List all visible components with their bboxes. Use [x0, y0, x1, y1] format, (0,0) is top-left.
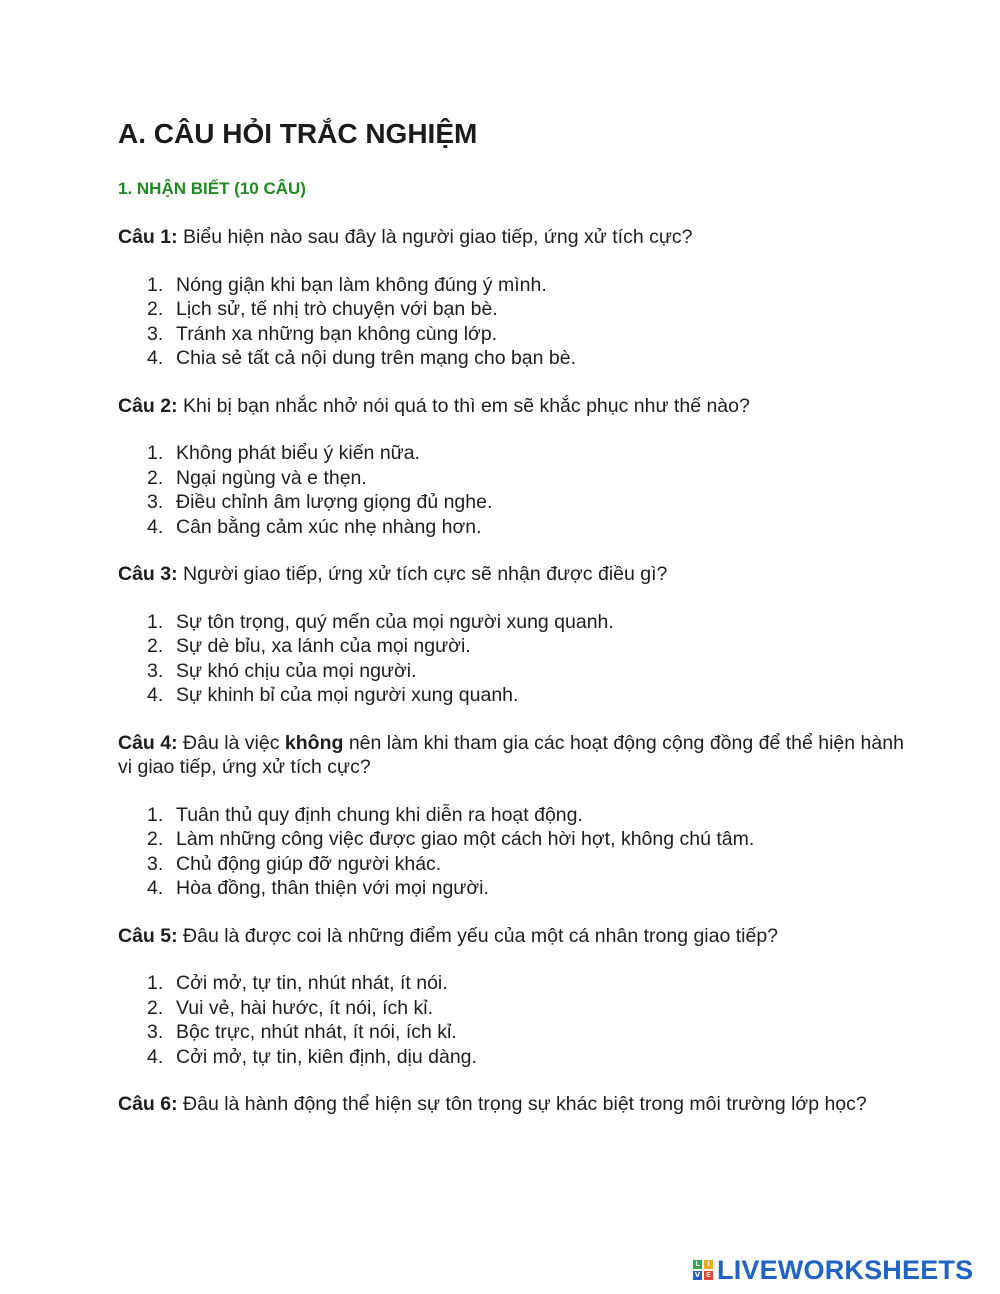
answer-text: Vui vẻ, hài hước, ít nói, ích kỉ.: [176, 996, 434, 1019]
answer-text: Cởi mở, tự tin, nhút nhát, ít nói.: [176, 972, 448, 994]
logo-mark-tile: V: [694, 1271, 701, 1279]
logo-mark-tile: E: [704, 1271, 713, 1280]
answer-text: Chủ động giúp đỡ người khác.: [176, 852, 442, 875]
answer-text: Không phát biểu ý kiến nữa.: [176, 442, 420, 464]
answer-text: Làm những công việc được giao một cách hời hợt, không chú tâm.: [176, 828, 755, 850]
answer-option[interactable]: [118, 683, 908, 708]
answer-text: Nóng giận khi bạn làm không đúng ý mình.: [176, 273, 547, 296]
answer-list-4: [118, 803, 908, 901]
question-label: Câu 6:: [118, 1093, 178, 1115]
answer-option[interactable]: [118, 1020, 908, 1045]
question-text-before: Đâu là việc: [177, 731, 285, 754]
answer-number: 4.: [147, 515, 164, 538]
question-label: Câu 1:: [118, 226, 178, 248]
liveworksheets-logo-mark-icon: [693, 1260, 713, 1280]
liveworksheets-logo: [693, 1256, 973, 1284]
answer-option[interactable]: [118, 876, 908, 901]
answer-text: Cân bằng cảm xúc nhẹ nhàng hơn.: [176, 515, 482, 538]
answer-text: Sự khó chịu của mọi người.: [176, 659, 417, 682]
answer-text: Sự khinh bỉ của mọi người xung quanh.: [176, 684, 519, 706]
answer-number: 2.: [147, 635, 164, 657]
answer-number: 2.: [147, 466, 164, 489]
question-2: [118, 394, 908, 419]
answer-text: Sự tôn trọng, quý mến của mọi người xung quanh.: [176, 610, 614, 633]
answer-number: 1.: [147, 273, 164, 296]
question-6: [118, 1092, 908, 1117]
page-title: A. CÂU HỎI TRẮC NGHIỆM: [118, 118, 478, 149]
answer-number: 1.: [147, 972, 164, 994]
answer-text: Sự dè bỉu, xa lánh của mọi người.: [176, 635, 471, 657]
question-text-after: nên làm khi tham gia các hoạt động cộng đồng để thể hiện hành vi giao tiếp, ứng xử tích cực?: [118, 731, 904, 778]
answer-text: Tuân thủ quy định chung khi diễn ra hoạt động.: [176, 803, 583, 826]
logo-mark-tile: I: [704, 1260, 713, 1269]
answer-option[interactable]: [118, 466, 908, 491]
answer-option[interactable]: [118, 273, 908, 298]
answer-number: 1.: [147, 442, 164, 464]
question-text: Đâu là được coi là những điểm yếu của một cá nhân trong giao tiếp?: [177, 924, 779, 947]
answer-text: Tránh xa những bạn không cùng lớp.: [176, 322, 498, 345]
answer-number: 4.: [147, 877, 164, 899]
answer-text: Bộc trực, nhút nhát, ít nói, ích kỉ.: [176, 1021, 457, 1043]
answer-number: 2.: [147, 828, 164, 850]
answer-option[interactable]: [118, 1045, 908, 1070]
answer-number: 4.: [147, 684, 164, 706]
answer-option[interactable]: [118, 346, 908, 371]
answer-number: 3.: [147, 852, 164, 875]
answer-option[interactable]: [118, 971, 908, 996]
answer-text: Ngại ngùng và e thẹn.: [176, 466, 367, 489]
question-label: Câu 5:: [118, 924, 178, 947]
answer-number: 3.: [147, 491, 164, 513]
answer-number: 1.: [147, 803, 164, 826]
answer-list-3: [118, 610, 908, 708]
question-1: [118, 225, 908, 250]
section-heading: 1. NHẬN BIẾT (10 CÂU): [118, 179, 306, 198]
answer-number: 3.: [147, 322, 164, 345]
answer-number: 2.: [147, 298, 164, 320]
answer-number: 4.: [147, 347, 164, 369]
question-label: Câu 4:: [118, 731, 178, 754]
answer-option[interactable]: [118, 610, 908, 635]
answer-text: Lịch sử, tế nhị trò chuyện với bạn bè.: [176, 298, 498, 320]
question-4: [118, 731, 908, 780]
answer-text: Chia sẻ tất cả nội dung trên mạng cho bạn bè.: [176, 347, 577, 369]
question-5: [118, 924, 908, 949]
question-text: Biểu hiện nào sau đây là người giao tiếp, ứng xử tích cực?: [177, 226, 693, 248]
worksheet-page: [118, 112, 908, 1117]
answer-text: Điều chỉnh âm lượng giọng đủ nghe.: [176, 491, 493, 513]
logo-mark-tile: L: [693, 1260, 702, 1269]
question-text: Đâu là hành động thể hiện sự tôn trọng sự khác biệt trong môi trường lớp học?: [177, 1093, 867, 1115]
answer-number: 1.: [147, 610, 164, 633]
question-emphasis: không: [284, 731, 344, 754]
answer-list-1: [118, 273, 908, 371]
answer-option[interactable]: [118, 297, 908, 322]
liveworksheets-logo-text: LIVEWORKSHEETS: [717, 1254, 974, 1285]
answer-option[interactable]: [118, 490, 908, 515]
question-text: Khi bị bạn nhắc nhở nói quá to thì em sẽ khắc phục như thế nào?: [177, 394, 750, 417]
answer-option[interactable]: [118, 441, 908, 466]
answer-option[interactable]: [118, 852, 908, 877]
question-label: Câu 3:: [118, 563, 178, 585]
answer-option[interactable]: [118, 996, 908, 1021]
answer-number: 4.: [147, 1045, 164, 1068]
answer-text: Cởi mở, tự tin, kiên định, dịu dàng.: [176, 1045, 477, 1068]
answer-option[interactable]: [118, 827, 908, 852]
question-3: [118, 562, 908, 587]
answer-option[interactable]: [118, 515, 908, 540]
answer-number: 3.: [147, 659, 164, 682]
answer-list-2: [118, 441, 908, 539]
answer-text: Hòa đồng, thân thiện với mọi người.: [176, 877, 489, 899]
answer-option[interactable]: [118, 659, 908, 684]
answer-option[interactable]: [118, 322, 908, 347]
answer-option[interactable]: [118, 634, 908, 659]
question-label: Câu 2:: [118, 394, 178, 417]
answer-list-5: [118, 971, 908, 1069]
question-text: Người giao tiếp, ứng xử tích cực sẽ nhận được điều gì?: [177, 563, 668, 585]
answer-number: 2.: [147, 996, 164, 1019]
answer-number: 3.: [147, 1021, 164, 1043]
answer-option[interactable]: [118, 803, 908, 828]
